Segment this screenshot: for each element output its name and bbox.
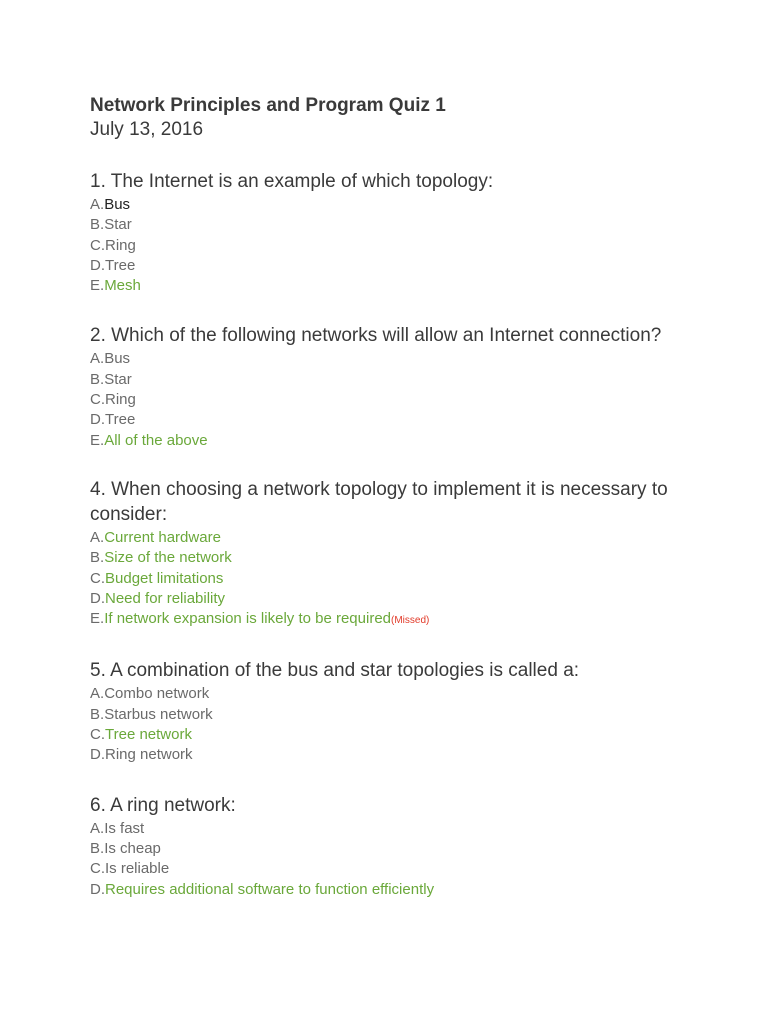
option-c — [90, 390, 730, 410]
option-letter: B. — [90, 549, 105, 567]
question-text: 6. A ring network: — [90, 794, 236, 816]
option-text: Bus — [104, 196, 131, 213]
option-d — [90, 589, 730, 609]
option-list — [90, 684, 730, 765]
option-a — [90, 684, 730, 704]
question-2 — [90, 323, 730, 450]
question-6 — [90, 793, 730, 900]
option-letter: A. — [90, 685, 105, 703]
option-letter: B. — [90, 370, 105, 388]
option-letter: D. — [90, 880, 105, 898]
question-text: 1. The Internet is an example of which topology: — [90, 171, 494, 192]
correct-answer-text: Mesh — [104, 277, 141, 295]
option-list — [90, 195, 730, 296]
option-letter: D. — [90, 256, 105, 274]
question-1 — [90, 169, 730, 296]
option-text: Tree — [105, 411, 136, 429]
option-letter: C. — [90, 726, 105, 744]
option-letter: C. — [90, 860, 105, 878]
option-text: Starbus network — [104, 705, 213, 723]
option-text: Is reliable — [105, 860, 170, 878]
option-b — [90, 705, 730, 725]
page-title: Network Principles and Program Quiz 1 — [90, 95, 446, 116]
option-text: Star — [104, 216, 132, 234]
option-text: Is cheap — [104, 839, 161, 857]
correct-answer-text: Need for reliability — [105, 589, 226, 607]
option-d — [90, 745, 730, 765]
question-text: 4. When choosing a network topology to implement it is necessary to consider: — [90, 478, 668, 525]
option-e — [90, 276, 730, 296]
quiz-document — [90, 94, 730, 900]
option-letter: D. — [90, 746, 105, 764]
option-letter: C. — [90, 391, 105, 409]
option-letter: C. — [90, 569, 105, 587]
option-letter: B. — [90, 839, 105, 857]
option-e — [90, 609, 730, 631]
option-letter: A. — [90, 196, 105, 213]
option-c — [90, 236, 730, 256]
option-d — [90, 410, 730, 430]
option-list — [90, 528, 730, 631]
correct-answer-text: Size of the network — [104, 549, 232, 567]
option-letter: E. — [90, 610, 105, 628]
missed-note: (Missed) — [391, 615, 430, 627]
quiz-date: July 13, 2016 — [90, 119, 204, 140]
option-c — [90, 569, 730, 589]
option-b — [90, 215, 730, 235]
option-a — [90, 349, 730, 369]
option-e — [90, 431, 730, 451]
option-text: Bus — [104, 350, 131, 368]
option-a — [90, 528, 730, 548]
option-text: Ring network — [105, 746, 193, 764]
option-letter: E. — [90, 431, 105, 449]
option-b — [90, 548, 730, 568]
option-c — [90, 859, 730, 879]
question-5 — [90, 658, 730, 765]
option-d — [90, 256, 730, 276]
option-text: Ring — [105, 236, 136, 254]
option-letter: E. — [90, 277, 105, 295]
correct-answer-text: Tree network — [105, 726, 192, 744]
option-list — [90, 349, 730, 450]
option-b — [90, 839, 730, 859]
option-d — [90, 880, 730, 900]
option-a — [90, 819, 730, 839]
option-text: Combo network — [104, 685, 210, 703]
option-list — [90, 819, 730, 900]
question-text: 2. Which of the following networks will allow an Internet connection? — [90, 325, 662, 347]
option-letter: A. — [90, 819, 105, 837]
question-4 — [90, 477, 730, 631]
option-a — [90, 195, 730, 215]
option-text: Star — [104, 370, 132, 388]
correct-answer-text: Current hardware — [104, 528, 221, 546]
question-text: 5. A combination of the bus and star topologies is called a: — [90, 660, 580, 682]
option-letter: C. — [90, 236, 105, 254]
correct-answer-text: If network expansion is likely to be required — [104, 610, 392, 628]
option-b — [90, 370, 730, 390]
option-letter: A. — [90, 350, 105, 368]
option-c — [90, 725, 730, 745]
option-text: Is fast — [104, 819, 145, 837]
option-letter: B. — [90, 216, 105, 234]
option-letter: B. — [90, 705, 105, 723]
correct-answer-text: All of the above — [104, 431, 208, 449]
option-text: Ring — [105, 391, 136, 409]
correct-answer-text: Requires additional software to function efficiently — [105, 880, 435, 898]
option-letter: D. — [90, 411, 105, 429]
option-letter: A. — [90, 528, 105, 546]
correct-answer-text: Budget limitations — [105, 569, 224, 587]
option-letter: D. — [90, 589, 105, 607]
option-text: Tree — [105, 256, 136, 274]
